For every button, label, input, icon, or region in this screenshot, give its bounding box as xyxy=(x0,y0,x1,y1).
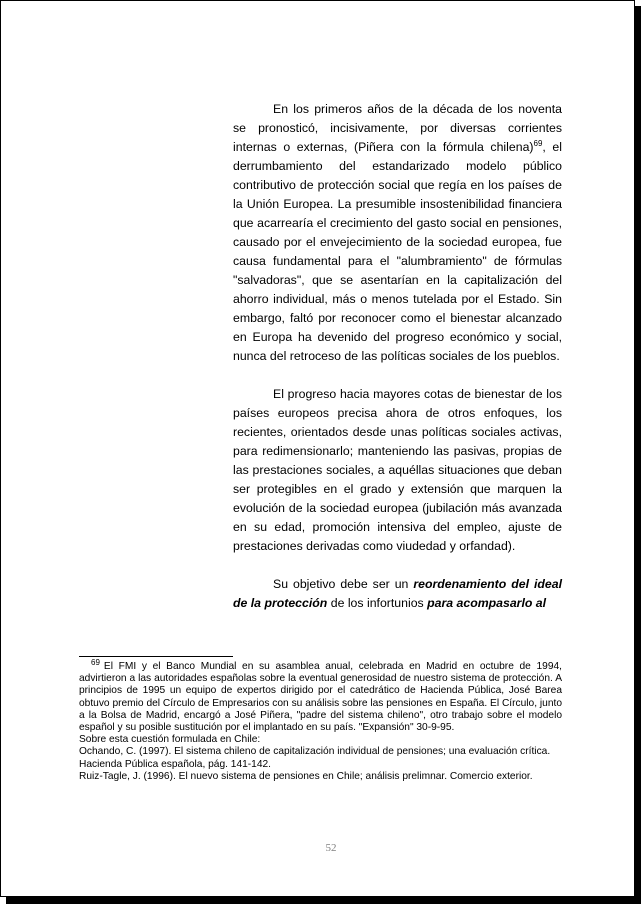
page-shadow-bottom xyxy=(6,897,641,904)
footnotes xyxy=(79,657,562,783)
page-shadow-right xyxy=(635,6,641,904)
paragraph-3-text-a: Su objetivo debe ser un xyxy=(273,577,414,591)
footnote-line-chile: Sobre esta cuestión formulada en Chile: xyxy=(79,734,261,746)
paragraph-1-text-b: , el derrumbamiento del estandarizado modelo público contributivo de protección social que regía en los países de la Unión Europea. La presumible insostenibilidad financiera que acarrearía el crecimiento del gasto social en pensiones, causado por el envejecimiento de la sociedad europea, fue causa fundamental para el "alumbramiento" de fórmulas "salvadoras", que se asentarían en la capitalización del ahorro individual, más o menos tutelada por el Estado. Sin embargo, faltó por reconocer como el bienestar alcanzado en Europa ha devenido del progreso económico y social, nunca del retroceso de las políticas sociales de los pueblos. xyxy=(233,140,562,363)
page-number: 52 xyxy=(325,842,337,854)
paragraph-3-text-b: de los infortunios xyxy=(327,596,428,610)
footnote-separator xyxy=(79,656,233,657)
emphasis-acompasarlo: para acompasarlo al xyxy=(427,596,547,610)
footnote-number: 69 xyxy=(91,657,100,667)
main-text xyxy=(233,100,562,613)
paragraph-1-text-a: En los primeros años de la década de los noventa se pronosticó, incisivamente, por diversas corrientes internas o externas, (Piñera con la fórmula chilena) xyxy=(233,102,562,154)
paragraph-1 xyxy=(233,100,562,366)
emphasis-reordenamiento: reordenamiento del ideal de la protección xyxy=(233,577,562,610)
footnote-reference[interactable]: 69 xyxy=(533,138,543,148)
footnote-69 xyxy=(79,657,562,734)
footnote-ref-hacienda: Hacienda Pública española, pág. 141-142. xyxy=(79,758,272,770)
footnote-ref-ruiz-tagle: Ruiz-Tagle, J. (1996). El nuevo sistema de pensiones en Chile; análisis prelimnar. Comercio exterior. xyxy=(79,770,533,782)
footnote-ref-ochando: Ochando, C. (1997). El sistema chileno de capitalización individual de pensiones; una evaluación crítica. xyxy=(79,746,551,758)
footnote-text: El FMI y el Banco Mundial en su asamblea anual, celebrada en Madrid en octubre de 1994, advirtieron a las autoridades españolas sobre la eventual generosidad de nuestro sistema de protección. A principios de 1995 un equipo de expertos dirigido por el catedrático de Hacienda Pública, José Barea obtuvo premio del Círculo de Empresarios con su análisis sobre las pensiones en España. El Círculo, junto a la Bolsa de Madrid, encargó a José Piñera, "padre del sistema chileno", otro trabajo sobre el modelo español y su posible sustitución por el implantado en su país. "Expansión" 30-9-95. xyxy=(79,661,562,734)
paragraph-2: El progreso hacia mayores cotas de bienestar de los países europeos precisa ahora de otros enfoques, los recientes, orientados desde unas políticas sociales activas, para redimensionarlo; manteniendo las pasivas, propias de las prestaciones sociales, a aquéllas situaciones que deban ser protegibles en el grado y extensión que marquen la evolución de la sociedad europea (jubilación más avanzada en su edad, promoción intensiva del empleo, ajuste de prestaciones derivadas como viudedad y orfandad). xyxy=(233,387,562,553)
paragraph-3 xyxy=(233,575,562,613)
